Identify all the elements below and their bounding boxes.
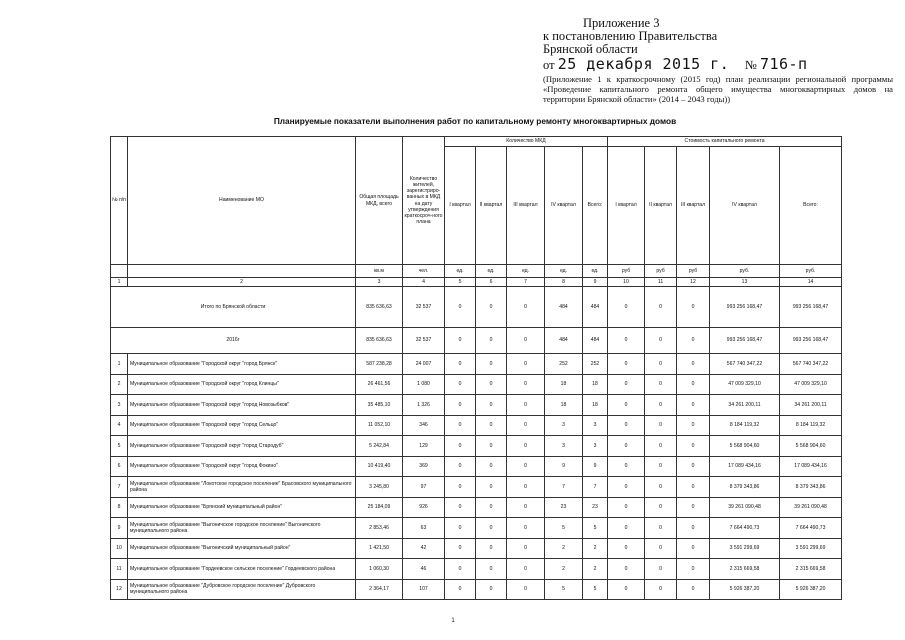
row-number: 9 [111,518,128,539]
value-cell: 8 379 343,86 [710,477,780,498]
value-cell: 10 419,40 [356,456,403,477]
table-row [111,579,842,600]
total-row [111,287,842,328]
header-cost-q2: II квартал [645,147,677,265]
value-cell: 107 [403,579,445,600]
municipality-name: Муниципальное образование "Городской округ "город Клинцы" [128,374,356,395]
column-number-cell: 11 [645,278,677,287]
table-row [111,415,842,436]
value-cell: 3 [583,415,608,436]
unit-cell: руб [677,265,710,278]
header-count-q3: III квартал [507,147,545,265]
value-cell: 0 [507,354,545,375]
row-number: 3 [111,395,128,416]
value-cell: 42 [403,538,445,559]
resolution-date-line [543,56,893,73]
column-number-cell: 3 [356,278,403,287]
municipality-name: Муниципальное образование "Выгоничское городское поселение" Выгоничского муниципального района [128,518,356,539]
value-cell: 0 [645,287,677,328]
value-cell: 0 [507,374,545,395]
value-cell: 3 [583,436,608,457]
header-count-q1: I квартал [445,147,476,265]
value-cell: 0 [476,328,507,354]
table-row [111,518,842,539]
column-number-cell: 1 [111,278,128,287]
value-cell: 47 009 329,10 [710,374,780,395]
value-cell: 0 [608,395,645,416]
value-cell: 0 [476,497,507,518]
value-cell: 0 [608,415,645,436]
value-cell: 0 [507,456,545,477]
resolution-number: 716-п [759,55,808,73]
value-cell: 3 [545,436,583,457]
document-header [543,17,893,104]
value-cell: 2 [583,538,608,559]
value-cell: 0 [445,559,476,580]
value-cell: 17 089 434,16 [710,456,780,477]
municipality-name: Муниципальное образование "Локотское городское поселение" Брасовского муниципального района [128,477,356,498]
header-area: Общая площадь МКД, всего [356,137,403,265]
value-cell: 2 [545,538,583,559]
value-cell: 0 [608,579,645,600]
header-cost-q1: I квартал [608,147,645,265]
value-cell: 2 [583,559,608,580]
value-cell: 2 [545,559,583,580]
value-cell: 0 [507,518,545,539]
table-row [111,436,842,457]
value-cell: 0 [608,518,645,539]
value-cell: 32 537 [403,287,445,328]
value-cell: 0 [476,415,507,436]
municipality-name: Муниципальное образование "Гордеевское сельское поселение" Гордеевского района [128,559,356,580]
municipality-name: Муниципальное образование "Выгоничский муниципальный район" [128,538,356,559]
municipality-name: Муниципальное образование "Городской округ "город Брянск" [128,354,356,375]
value-cell: 0 [476,559,507,580]
value-cell: 5 926 387,20 [780,579,842,600]
units-row [111,265,842,278]
row-number: 6 [111,456,128,477]
value-cell: 993 256 168,47 [780,287,842,328]
table-row [111,374,842,395]
value-cell: 0 [677,395,710,416]
value-cell: 3 591 299,69 [710,538,780,559]
unit-cell: руб [645,265,677,278]
value-cell: 0 [445,287,476,328]
unit-cell: ед. [507,265,545,278]
region-name: Брянской области [543,42,638,56]
value-cell: 3 245,80 [356,477,403,498]
value-cell: 1 060,30 [356,559,403,580]
unit-cell [128,265,356,278]
header-cost-q4: IV квартал [710,147,780,265]
resolution-ref: к постановлению Правительства [543,29,718,43]
unit-cell: ед. [445,265,476,278]
row-number: 4 [111,415,128,436]
table-title: Планируемые показатели выполнения работ по капитальному ремонту многоквартирных домов [273,116,677,126]
value-cell: 0 [445,436,476,457]
value-cell: 1 421,50 [356,538,403,559]
value-cell: 0 [608,559,645,580]
value-cell: 0 [608,477,645,498]
column-number-cell: 13 [710,278,780,287]
value-cell: 0 [507,559,545,580]
unit-cell: ед. [583,265,608,278]
value-cell: 0 [476,518,507,539]
value-cell: 11 052,10 [356,415,403,436]
value-cell: 7 664 490,73 [780,518,842,539]
value-cell: 5 [583,579,608,600]
column-number-cell: 4 [403,278,445,287]
value-cell: 835 636,63 [356,287,403,328]
value-cell: 0 [476,354,507,375]
value-cell: 7 664 490,73 [710,518,780,539]
unit-cell: руб [608,265,645,278]
column-number-cell: 9 [583,278,608,287]
unit-cell: ед. [545,265,583,278]
value-cell: 0 [476,395,507,416]
value-cell: 17 089 434,16 [780,456,842,477]
value-cell: 0 [645,497,677,518]
value-cell: 0 [507,415,545,436]
row-label: Итого по Брянской области [111,287,356,328]
value-cell: 0 [645,456,677,477]
value-cell: 0 [608,354,645,375]
appendix-title: Приложение 3 [583,16,660,30]
column-number-row [111,278,842,287]
value-cell: 0 [608,538,645,559]
year-row [111,328,842,354]
table-row [111,559,842,580]
header-count-total: Всего: [583,147,608,265]
value-cell: 1 326 [403,395,445,416]
row-number: 2 [111,374,128,395]
unit-cell: руб. [780,265,842,278]
value-cell: 0 [608,497,645,518]
unit-cell: чел. [403,265,445,278]
value-cell: 926 [403,497,445,518]
value-cell: 0 [677,415,710,436]
value-cell: 252 [545,354,583,375]
value-cell: 0 [476,436,507,457]
value-cell: 484 [545,287,583,328]
value-cell: 0 [608,287,645,328]
unit-cell: кв.м [356,265,403,278]
value-cell: 0 [445,579,476,600]
value-cell: 0 [476,374,507,395]
number-label: № [744,58,757,72]
municipality-name: Муниципальное образование "Городской округ "город Стародуб" [128,436,356,457]
header-group-cost: Стоимость капитального ремонта [608,137,842,147]
row-label: 2016г [111,328,356,354]
header-group-count: Количество МКД [445,137,608,147]
value-cell: 0 [507,538,545,559]
value-cell: 0 [645,538,677,559]
value-cell: 0 [445,477,476,498]
value-cell: 23 [583,497,608,518]
value-cell: 0 [677,436,710,457]
value-cell: 0 [645,436,677,457]
column-number-cell: 12 [677,278,710,287]
value-cell: 8 184 119,32 [780,415,842,436]
value-cell: 0 [608,456,645,477]
row-number: 11 [111,559,128,580]
value-cell: 0 [476,579,507,600]
column-number-cell: 10 [608,278,645,287]
column-number-cell: 2 [128,278,356,287]
column-number-cell: 6 [476,278,507,287]
value-cell: 0 [645,374,677,395]
value-cell: 0 [445,497,476,518]
value-cell: 0 [445,374,476,395]
value-cell: 7 [545,477,583,498]
municipality-name: Муниципальное образование "Городской округ "город Новозыбков" [128,395,356,416]
value-cell: 18 [583,395,608,416]
value-cell: 567 740 347,22 [780,354,842,375]
value-cell: 63 [403,518,445,539]
value-cell: 0 [677,328,710,354]
unit-cell: руб. [710,265,780,278]
value-cell: 484 [583,328,608,354]
appendix-note: (Приложение 1 к краткосрочному (2015 год) план реализации региональной программы «Проведение капитального ремонта общего имущества многоквартирных домов на территории Брянской области» (2014 – 2043 годы)) [543,74,893,104]
value-cell: 252 [583,354,608,375]
row-number: 12 [111,579,128,600]
value-cell: 0 [608,436,645,457]
value-cell: 5 [545,518,583,539]
value-cell: 35 485,10 [356,395,403,416]
value-cell: 0 [677,518,710,539]
value-cell: 0 [677,538,710,559]
header-name: Наименование МО [128,137,356,265]
value-cell: 5 [545,579,583,600]
value-cell: 0 [445,538,476,559]
value-cell: 0 [445,395,476,416]
value-cell: 484 [545,328,583,354]
table-row [111,456,842,477]
value-cell: 0 [645,354,677,375]
value-cell: 0 [507,436,545,457]
value-cell: 0 [677,354,710,375]
header-residents: Количество жителей, зарегистриро-ванных в МКД на дату утверждения краткосроч-ного плана [403,137,445,265]
value-cell: 32 537 [403,328,445,354]
value-cell: 0 [645,579,677,600]
value-cell: 0 [677,579,710,600]
value-cell: 0 [445,354,476,375]
value-cell: 0 [645,395,677,416]
value-cell: 0 [445,518,476,539]
value-cell: 0 [445,456,476,477]
value-cell: 39 261 090,48 [780,497,842,518]
value-cell: 993 256 168,47 [710,287,780,328]
value-cell: 835 636,63 [356,328,403,354]
unit-cell [111,265,128,278]
value-cell: 993 256 168,47 [780,328,842,354]
value-cell: 0 [645,328,677,354]
value-cell: 18 [583,374,608,395]
table-row [111,497,842,518]
value-cell: 3 [545,415,583,436]
value-cell: 0 [476,477,507,498]
row-number: 8 [111,497,128,518]
table-row [111,477,842,498]
value-cell: 0 [645,415,677,436]
value-cell: 0 [476,456,507,477]
value-cell: 0 [507,579,545,600]
value-cell: 369 [403,456,445,477]
value-cell: 47 009 329,10 [780,374,842,395]
page-number: 1 [451,618,455,624]
header-count-q4: IV квартал [545,147,583,265]
header-cost-q3: III квартал [677,147,710,265]
value-cell: 25 184,09 [356,497,403,518]
value-cell: 0 [608,328,645,354]
value-cell: 0 [445,328,476,354]
value-cell: 484 [583,287,608,328]
value-cell: 0 [507,287,545,328]
resolution-date: 25 декабря 2015 г. [557,55,730,73]
row-number: 1 [111,354,128,375]
value-cell: 0 [476,287,507,328]
header-num: № п/п [111,137,128,265]
value-cell: 0 [507,328,545,354]
value-cell: 34 261 200,11 [780,395,842,416]
value-cell: 0 [645,559,677,580]
value-cell: 0 [445,415,476,436]
value-cell: 18 [545,395,583,416]
value-cell: 2 853,46 [356,518,403,539]
value-cell: 0 [608,374,645,395]
indicators-table [110,136,842,600]
value-cell: 9 [545,456,583,477]
value-cell: 0 [677,477,710,498]
value-cell: 8 184 119,32 [710,415,780,436]
table-row [111,354,842,375]
value-cell: 9 [583,456,608,477]
column-number-cell: 7 [507,278,545,287]
municipality-name: Муниципальное образование "Дубровское городское поселение" Дубровского муниципального района [128,579,356,600]
value-cell: 8 379 343,86 [780,477,842,498]
value-cell: 346 [403,415,445,436]
value-cell: 0 [476,538,507,559]
value-cell: 2 315 669,58 [710,559,780,580]
value-cell: 0 [645,477,677,498]
value-cell: 0 [507,395,545,416]
table-row [111,538,842,559]
municipality-name: Муниципальное образование "Городской округ "город Сельцо" [128,415,356,436]
row-number: 5 [111,436,128,457]
value-cell: 24 007 [403,354,445,375]
value-cell: 3 591 299,69 [780,538,842,559]
value-cell: 0 [677,287,710,328]
value-cell: 39 261 090,48 [710,497,780,518]
column-number-cell: 14 [780,278,842,287]
value-cell: 23 [545,497,583,518]
value-cell: 567 740 347,22 [710,354,780,375]
value-cell: 993 256 168,47 [710,328,780,354]
value-cell: 5 926 387,20 [710,579,780,600]
value-cell: 587 238,28 [356,354,403,375]
column-number-cell: 5 [445,278,476,287]
group-header-row [111,137,842,147]
value-cell: 26 461,56 [356,374,403,395]
value-cell: 0 [677,456,710,477]
value-cell: 2 315 669,58 [780,559,842,580]
value-cell: 5 568 904,60 [710,436,780,457]
column-number-cell: 8 [545,278,583,287]
value-cell: 0 [507,497,545,518]
value-cell: 0 [677,497,710,518]
municipality-name: Муниципальное образование "Брянский муниципальный район" [128,497,356,518]
value-cell: 1 080 [403,374,445,395]
value-cell: 18 [545,374,583,395]
value-cell: 46 [403,559,445,580]
unit-cell: ед. [476,265,507,278]
value-cell: 7 [583,477,608,498]
value-cell: 5 568 904,60 [780,436,842,457]
value-cell: 5 242,84 [356,436,403,457]
value-cell: 5 [583,518,608,539]
value-cell: 129 [403,436,445,457]
header-cost-total: Всего: [780,147,842,265]
row-number: 7 [111,477,128,498]
value-cell: 2 364,17 [356,579,403,600]
municipality-name: Муниципальное образование "Городской округ "город Фокино" [128,456,356,477]
value-cell: 34 261 200,11 [710,395,780,416]
value-cell: 97 [403,477,445,498]
table-row [111,395,842,416]
row-number: 10 [111,538,128,559]
header-count-q2: II квартал [476,147,507,265]
value-cell: 0 [645,518,677,539]
value-cell: 0 [677,374,710,395]
value-cell: 0 [677,559,710,580]
date-prefix: от [543,58,555,72]
value-cell: 0 [507,477,545,498]
